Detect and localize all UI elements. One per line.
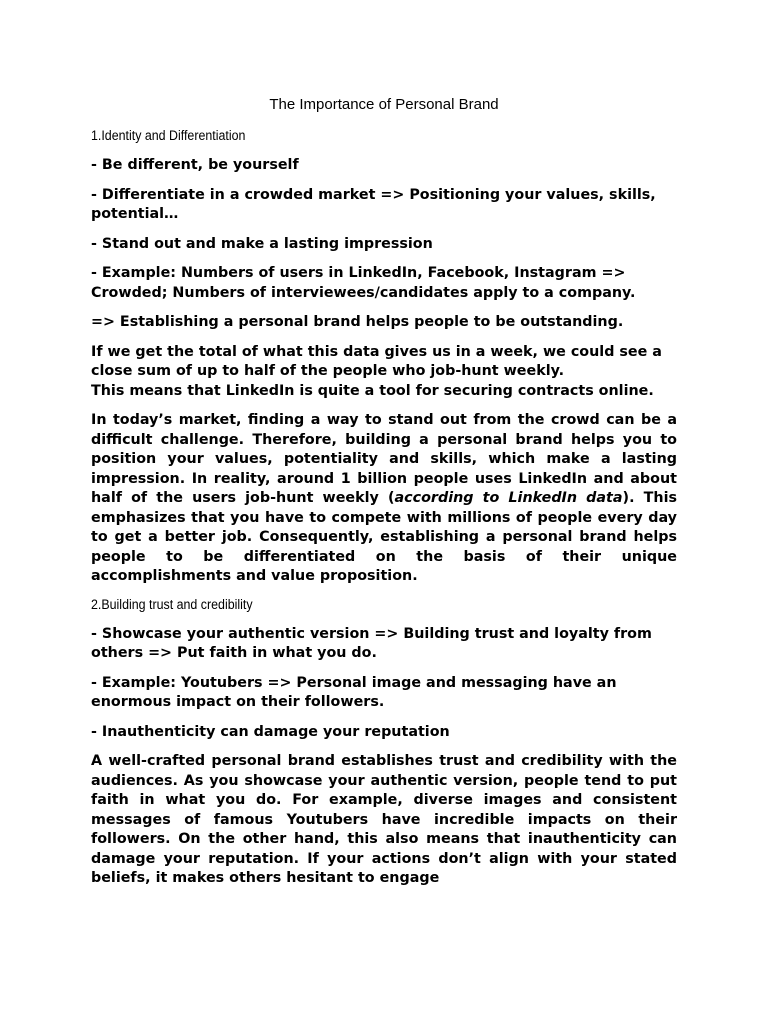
bullet-example-users: - Example: Numbers of users in LinkedIn, Facebook, Instagram => Crowded; Numbers of interviewees/candidates apply to a company. <box>91 265 636 301</box>
paragraph-identity-part2: ). This emphasizes that you have to compete with millions of people every day to get a better job. Consequently, establishing a personal brand helps people to be differentiated on the basis of their unique accomplishments and value proposition. <box>91 490 677 584</box>
bullet-differentiate: - Differentiate in a crowded market => Positioning your values, skills, potential… <box>91 186 656 222</box>
bullet-establishing-brand: => Establishing a personal brand helps people to be outstanding. <box>91 314 624 330</box>
document-title: The Importance of Personal Brand <box>269 96 499 113</box>
paragraph-identity-part1: In today’s market, finding a way to stand out from the crowd can be a difficult challenge. Therefore, building a personal brand helps you to position your values, potentiality and skills, which make a lasting impression. In reality, around 1 billion people uses LinkedIn and about half of the users job-hunt weekly ( <box>91 412 677 506</box>
section-heading-identity: 1.Identity and Differentiation <box>91 128 246 143</box>
bullet-be-different: - Be different, be yourself <box>91 157 299 173</box>
bullet-stand-out: - Stand out and make a lasting impression <box>91 235 433 252</box>
linkedin-note <box>91 343 677 402</box>
linkedin-note-line1: If we get the total of what this data gives us in a week, we could see a close sum of up to half of the people who job-hunt weekly. <box>91 343 662 379</box>
bullet-inauthenticity: - Inauthenticity can damage your reputation <box>91 723 450 740</box>
bullet-example-youtubers: - Example: Youtubers => Personal image and messaging have an enormous impact on their followers. <box>91 674 617 710</box>
bullet-showcase-authentic: - Showcase your authentic version => Building trust and loyalty from others => Put faith in what you do. <box>91 625 652 661</box>
linkedin-note-line2: This means that LinkedIn is quite a tool for securing contracts online. <box>91 382 654 399</box>
section-heading-trust: 2.Building trust and credibility <box>91 596 253 612</box>
paragraph-identity <box>91 411 677 587</box>
paragraph-trust: A well-crafted personal brand establishes trust and credibility with the audiences. As you showcase your authentic version, people tend to put faith in what you do. For example, diverse images and consistent messages of famous Youtubers have incredible impacts on their followers. On the other hand, this also means that inauthenticity can damage your reputation. If your actions don’t align with your stated beliefs, it makes others hesitant to engage <box>91 753 677 886</box>
paragraph-identity-italic: according to LinkedIn data <box>394 490 623 506</box>
